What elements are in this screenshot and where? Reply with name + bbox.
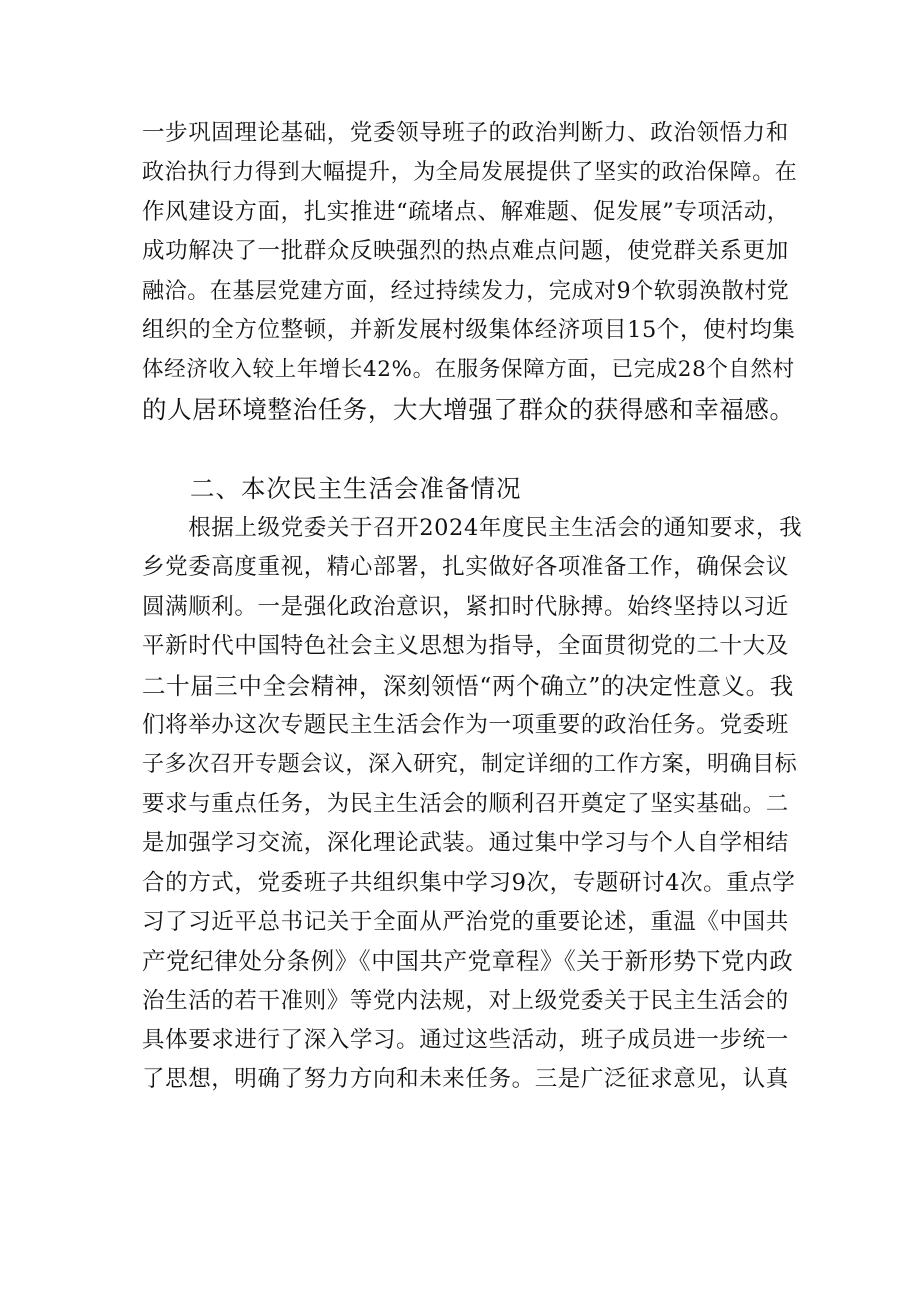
text-line: 平新时代中国特色社会主义思想为指导，全面贯彻党的二十大及 (142, 633, 789, 660)
text-line: 一步巩固理论基础，党委领导班子的政治判断力、政治领悟力和 (142, 120, 789, 146)
paragraph-achievements (142, 114, 802, 429)
paragraph-preparation (142, 509, 802, 1100)
text-line: 合的方式，党委班子共组织集中学习9次，专题研讨4次。重点学 (142, 869, 796, 896)
text-line: 体经济收入较上年增长42%。在服务保障方面，已完成28个自然村 (142, 357, 795, 383)
text-line: 要求与重点任务，为民主生活会的顺利召开奠定了坚实基础。二 (142, 790, 789, 817)
text-line: 圆满顺利。一是强化政治意识，紧扣时代脉搏。始终坚持以习近 (142, 593, 789, 620)
text-line: 子多次召开专题会议，深入研究，制定详细的工作方案，明确目标 (142, 752, 798, 778)
text-line: 们将举办这次专题民主生活会作为一项重要的政治任务。党委班 (142, 711, 789, 738)
text-line: 乡党委高度重视，精心部署，扎实做好各项准备工作，确保会议 (142, 554, 789, 581)
text-line: 政治执行力得到大幅提升，为全局发展提供了坚实的政治保障。在 (142, 160, 798, 186)
text-line: 习了习近平总书记关于全面从严治党的重要论述，重温《中国共 (142, 908, 789, 935)
text-line: 具体要求进行了深入学习。通过这些活动，班子成员进一步统一 (142, 1027, 789, 1054)
text-line: 治生活的若干准则》等党内法规，对上级党委关于民主生活会的 (142, 987, 789, 1014)
text-line: 了思想，明确了努力方向和未来任务。三是广泛征求意见，认真 (142, 1066, 789, 1093)
text-line: 组织的全方位整顿，并新发展村级集体经济项目15个，使村均集 (142, 316, 796, 343)
text-line: 作风建设方面，扎实推进“疏堵点、解难题、促发展”专项活动， (142, 198, 790, 225)
text-line: 产党纪律处分条例》《中国共产党章程》《关于新形势下党内政 (142, 947, 794, 976)
text-line: 是加强学习交流，深化理论武装。通过集中学习与个人自学相结 (142, 830, 789, 857)
text-line: 二十届三中全会精神，深刻领悟“两个确立”的决定性意义。我 (142, 671, 794, 700)
text-line: 的人居环境整治任务，大大增强了群众的获得感和幸福感。 (142, 394, 795, 424)
text-line: 根据上级党委关于召开2024年度民主生活会的通知要求，我 (142, 515, 802, 541)
section-heading: 二、本次民主生活会准备情况 (190, 474, 522, 503)
text-line: 成功解决了一批群众反映强烈的热点难点问题，使党群关系更加 (142, 238, 789, 265)
text-line: 融洽。在基层党建方面，经过持续发力，完成对9个软弱涣散村党 (142, 278, 790, 304)
